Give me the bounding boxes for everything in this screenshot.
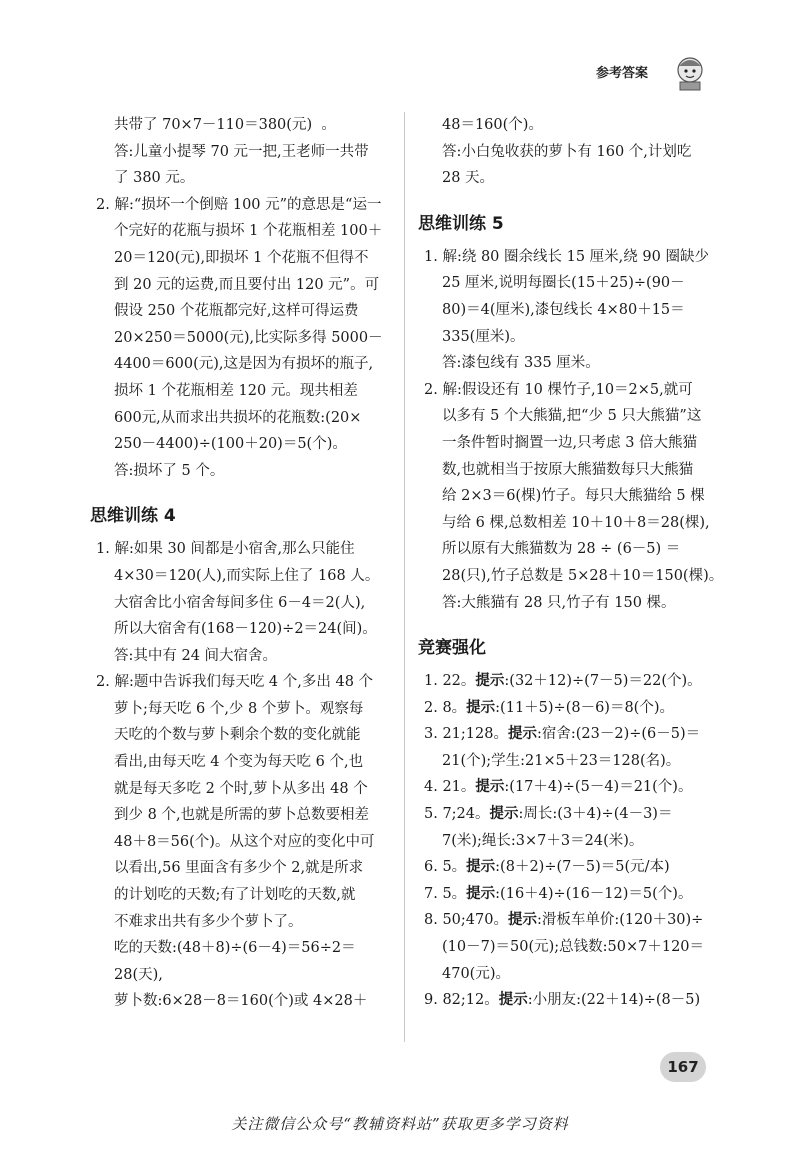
text-line: 就是每天多吃 2 个时,萝卜从多出 48 个	[114, 780, 368, 797]
footer-note: 关注微信公众号“教辅资料站”获取更多学习资料	[231, 1115, 569, 1133]
text-line: 看出,由每天吃 4 个变为每天吃 6 个,也	[114, 754, 364, 771]
text-line: 以看出,56 里面含有多少个 2,就是所求	[114, 860, 364, 877]
column-divider	[404, 112, 405, 1042]
text-line: 答:儿童小提琴 70 元一把,王老师一共带	[114, 143, 369, 160]
comp-answer-6	[416, 854, 716, 881]
text-line: 以多有 5 个大熊猫,把“少 5 只大熊猫”这	[442, 408, 702, 425]
text-line: 大宿舍比小宿舍每间多住 6－4＝2(人),	[114, 594, 366, 611]
comp-answer-3	[416, 721, 716, 748]
section-heading-competition: 竞赛强化	[418, 638, 486, 659]
answer-value: 8. 50;470。	[424, 912, 508, 929]
hint-label: 提示	[466, 859, 496, 876]
text-line: 到 20 元的运费,而且要付出 120 元”。可	[114, 276, 380, 293]
comp-answer-2	[416, 695, 716, 722]
text-line: 共带了 70×7－110＝380(元) 。	[114, 117, 336, 133]
text-line: 答:其中有 24 间大宿舍。	[114, 647, 278, 664]
hint-label: 提示	[507, 912, 537, 929]
comp-answer-5	[416, 801, 716, 828]
comp-answer-8	[416, 907, 716, 934]
text-line: 所以原有大熊猫数为 28 ÷ (6－5) ＝	[442, 541, 681, 558]
answer-value: 1. 22。	[424, 673, 476, 690]
right-column	[416, 112, 724, 1014]
answer-hint: :周长:(3＋4)÷(4－3)＝	[518, 806, 673, 823]
text-line: 不难求出共有多少个萝卜了。	[114, 913, 303, 930]
mascot-icon	[670, 52, 710, 92]
answer-value: 2. 8。	[424, 699, 467, 716]
text-line: 答:大熊猫有 28 只,竹子有 150 棵。	[442, 594, 676, 611]
answer-value: 6. 5。	[424, 859, 467, 876]
comp-answer-1	[416, 668, 716, 695]
answer-hint: :(16＋4)÷(16－12)＝5(个)。	[495, 885, 693, 902]
text-line: 假设 250 个花瓶都完好,这样可得运费	[114, 303, 359, 320]
page-number: 167	[660, 1052, 706, 1082]
hint-label: 提示	[498, 992, 528, 1009]
text-line: 48＋8＝56(个)。从这个对应的变化中可	[114, 833, 375, 850]
header-label: 参考答案	[596, 66, 649, 81]
text-line: 了 380 元。	[114, 170, 195, 187]
answer-value: 7. 5。	[424, 885, 467, 902]
text-line: 80)＝4(厘米),漆包线长 4×80＋15＝	[442, 301, 685, 318]
comp-answer-7	[416, 881, 716, 908]
text-line: 600元,从而求出共损坏的花瓶数:(20×	[114, 409, 362, 426]
answer-hint: :滑板车单价:(120＋30)÷	[536, 912, 704, 929]
left-column	[88, 112, 393, 1015]
text-line: 萝卜;每天吃 6 个,少 8 个萝卜。观察每	[114, 700, 364, 717]
text-line: 答:小白兔收获的萝卜有 160 个,计划吃	[442, 143, 692, 160]
text-line: 萝卜数:6×28－8＝160(个)或 4×28＋	[114, 993, 368, 1010]
text-line: 4×30＝120(人),而实际上住了 168 人。	[114, 567, 380, 584]
text-line: 28(天),	[114, 966, 163, 983]
hint-label: 提示	[489, 806, 519, 823]
text-line: 21(个);学生:21×5＋23＝128(名)。	[442, 752, 681, 769]
text-line: 个完好的花瓶与损坏 1 个花瓶相差 100＋	[114, 223, 383, 240]
answer-hint: :(32＋12)÷(7－5)＝22(个)。	[504, 673, 702, 690]
text-line: 的计划吃的天数;有了计划吃的天数,就	[114, 887, 356, 904]
text-line: 数,也就相当于按原大熊猫数每只大熊猫	[442, 461, 694, 478]
answer-value: 4. 21。	[424, 779, 476, 796]
text-line: 答:漆包线有 335 厘米。	[442, 355, 600, 372]
answer-hint: :小朋友:(22＋14)÷(8－5)	[527, 992, 701, 1009]
text-line: 20＝120(元),即损坏 1 个花瓶不但得不	[114, 249, 369, 266]
text-line: 所以大宿舍有(168－120)÷2＝24(间)。	[114, 621, 377, 638]
text-line: 吃的天数:(48＋8)÷(6－4)＝56÷2＝	[114, 940, 356, 957]
text-line: 给 2×3＝6(棵)竹子。每只大熊猫给 5 棵	[442, 488, 705, 505]
text-line: 25 厘米,说明每圈长(15＋25)÷(90－	[442, 275, 685, 292]
question-2: 2. 解:“损坏一个倒赔 100 元”的意思是“运一	[96, 196, 382, 213]
section-heading-5: 思维训练 5	[418, 213, 504, 234]
hint-label: 提示	[507, 726, 537, 743]
hint-label: 提示	[466, 885, 496, 902]
comp-answer-9	[416, 987, 716, 1014]
hint-label: 提示	[475, 779, 505, 796]
answer-value: 5. 7;24。	[424, 806, 490, 823]
text-line: (10－7)＝50(元);总钱数:50×7＋120＝	[442, 939, 705, 956]
hint-label: 提示	[466, 699, 496, 716]
text-line: 天吃的个数与萝卜剩余个数的变化就能	[114, 727, 361, 744]
text-line: 28(只),竹子总数是 5×28＋10＝150(棵)。	[442, 567, 724, 584]
question-2: 2. 解:题中告诉我们每天吃 4 个,多出 48 个	[96, 674, 374, 691]
text-line: 损坏 1 个花瓶相差 120 元。现共相差	[114, 382, 358, 399]
answer-value: 9. 82;12。	[424, 992, 499, 1009]
question-1: 1. 解:绕 80 圈余线长 15 厘米,绕 90 圈缺少	[424, 248, 709, 265]
answer-hint: :宿舍:(23－2)÷(6－5)＝	[536, 726, 701, 743]
text-line: 一条件暂时搁置一边,只考虑 3 倍大熊猫	[442, 434, 698, 451]
answer-hint: :(8＋2)÷(7－5)＝5(元/本)	[495, 859, 670, 876]
text-line: 470(元)。	[442, 965, 510, 982]
comp-answer-4	[416, 774, 716, 801]
text-line: 48＝160(个)。	[442, 117, 543, 133]
text-line: 4400＝600(元),这是因为有损坏的瓶子,	[114, 356, 374, 373]
section-heading-4: 思维训练 4	[90, 506, 176, 527]
answer-hint: :(11＋5)÷(8－6)＝8(个)。	[495, 699, 675, 716]
text-line: 7(米);绳长:3×7＋3＝24(米)。	[442, 832, 644, 849]
text-line: 到少 8 个,也就是所需的萝卜总数要相差	[114, 807, 370, 824]
text-line: 20×250＝5000(元),比实际多得 5000－	[114, 329, 383, 346]
text-line: 28 天。	[442, 170, 495, 187]
text-line: 与给 6 棵,总数相差 10＋10＋8＝28(棵),	[442, 514, 710, 531]
text-line: 答:损坏了 5 个。	[114, 462, 225, 479]
question-1: 1. 解:如果 30 间都是小宿舍,那么只能住	[96, 541, 355, 558]
answer-value: 3. 21;128。	[424, 726, 508, 743]
question-2: 2. 解:假设还有 10 棵竹子,10＝2×5,就可	[424, 381, 693, 398]
text-line: 335(厘米)。	[442, 328, 525, 345]
hint-label: 提示	[475, 673, 505, 690]
text-line: 250－4400)÷(100＋20)＝5(个)。	[114, 436, 347, 453]
answer-hint: :(17＋4)÷(5－4)＝21(个)。	[504, 779, 693, 796]
